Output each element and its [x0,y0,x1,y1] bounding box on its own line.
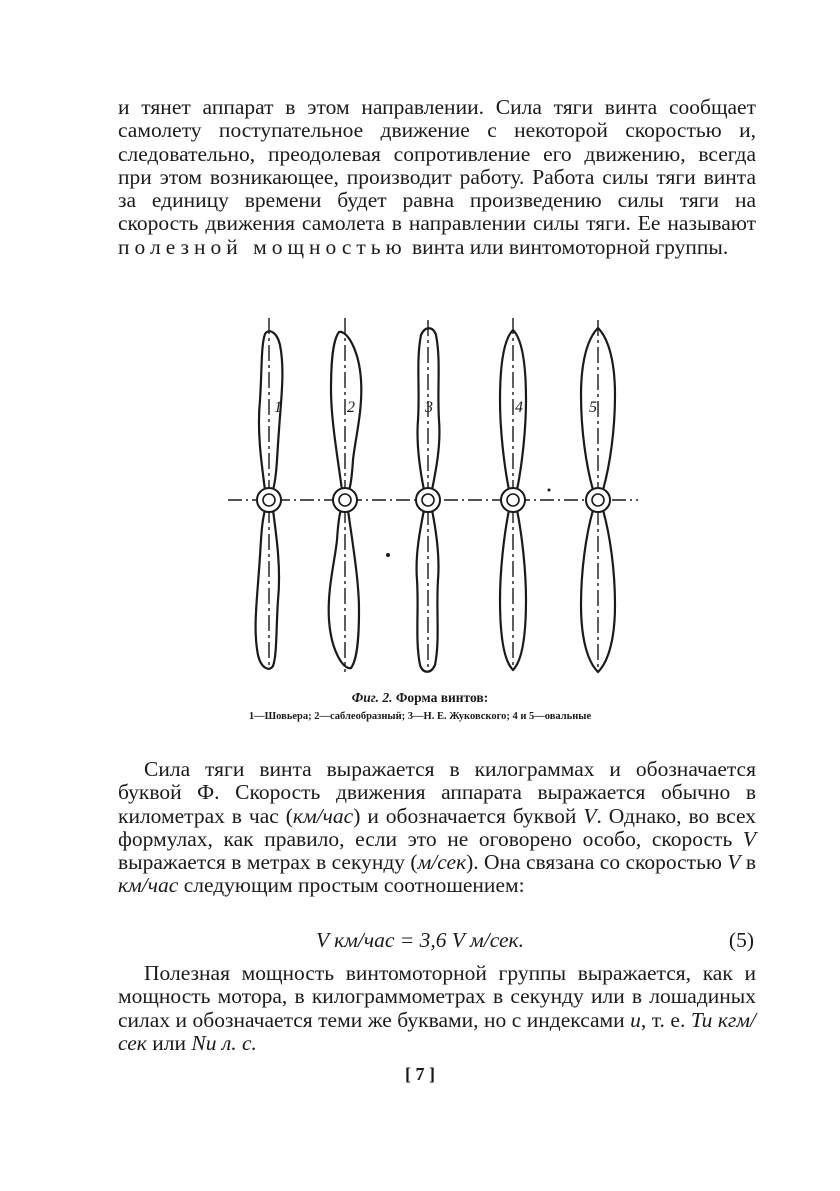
text-run: . Однако, во всех формулах, как правило, если это не оговорено особо, скорость [118,803,756,851]
propeller-4 [500,318,526,670]
index-u: u [630,1007,641,1032]
formula-number: (5) [728,928,754,952]
text-run: , т. е. [640,1007,691,1032]
symbol-v: V [742,826,756,851]
propeller-3 [416,320,440,672]
print-speck [548,489,551,492]
symbol-v: V [583,803,597,828]
symbol-nu: Nu л. с. [191,1030,257,1055]
formula-row [118,928,756,954]
propeller-5 [581,320,615,672]
text-run: ). Она связана со скоростью [466,850,728,875]
paragraph-top-text-2: винта или винтомоторной группы. [406,234,729,259]
propeller-1 [256,318,283,670]
formula-expression: V км/час = 3,6 V м/сек. [316,928,524,952]
blade-number-2: 2 [347,399,355,416]
paragraph-top-text-1: и тянет аппарат в этом направлении. Сила тяги винта сообщает самолету поступательное движение с некоторой скоростью и, следовательно, преодолевая сопротивление его движению, всегда при этом возникающее, производит работу. Работа силы тяги винта за единицу времени будет равна произведению силы тяги на скорость движения самолета в направлении силы тяги. Ее называют [118,95,756,236]
text-run: в [740,850,757,875]
paragraph-bottom [118,962,756,1055]
blade-number-5: 5 [589,399,597,416]
figure-label: Фиг. 2. [351,690,393,705]
figure-title: Форма винтов: [392,690,489,705]
print-speck [386,553,390,557]
paragraph-top [118,96,756,259]
text-run: выражается в метрах в секунду ( [118,850,418,875]
symbol-v: V [727,850,741,875]
blade-number-3: 3 [425,399,433,416]
paragraph-top-spaced-term: полезной мощностью [118,234,407,259]
figure-caption [0,690,840,706]
page-number: [ 7 ] [405,1064,435,1084]
text-run: ) и обозначается буквой [353,803,584,828]
propeller-drawing [200,312,640,682]
text-run: или [146,1030,192,1055]
unit-ms: м/сек [417,850,467,875]
propeller-2 [329,318,362,672]
paragraph-middle [118,758,756,898]
text-run: Сила тяги винта выражается в килограммах и обозначается буквой Ф. Скорость движения аппарата выражается обычно в километрах в час ( [118,757,756,828]
symbol-tu: Tu кгм/сек [118,1007,756,1055]
text-run: следующим простым соотношением: [178,873,525,898]
blade-number-1: 1 [274,399,282,416]
propeller-figure [200,312,640,682]
text-run: Полезная мощность винтомоторной группы выражается, как и мощность мотора, в килограммометрах в секунду или в лошадиных силах и обозначается теми же буквами, но с индексами [118,961,756,1032]
blade-number-4: 4 [515,399,523,416]
unit-kmh: км/час [118,873,179,898]
figure-legend: 1—Шовьера; 2—саблеобразный; 3—Н. Е. Жуковского; 4 и 5—овальные [248,711,592,722]
unit-kmh: км/час [292,803,354,828]
